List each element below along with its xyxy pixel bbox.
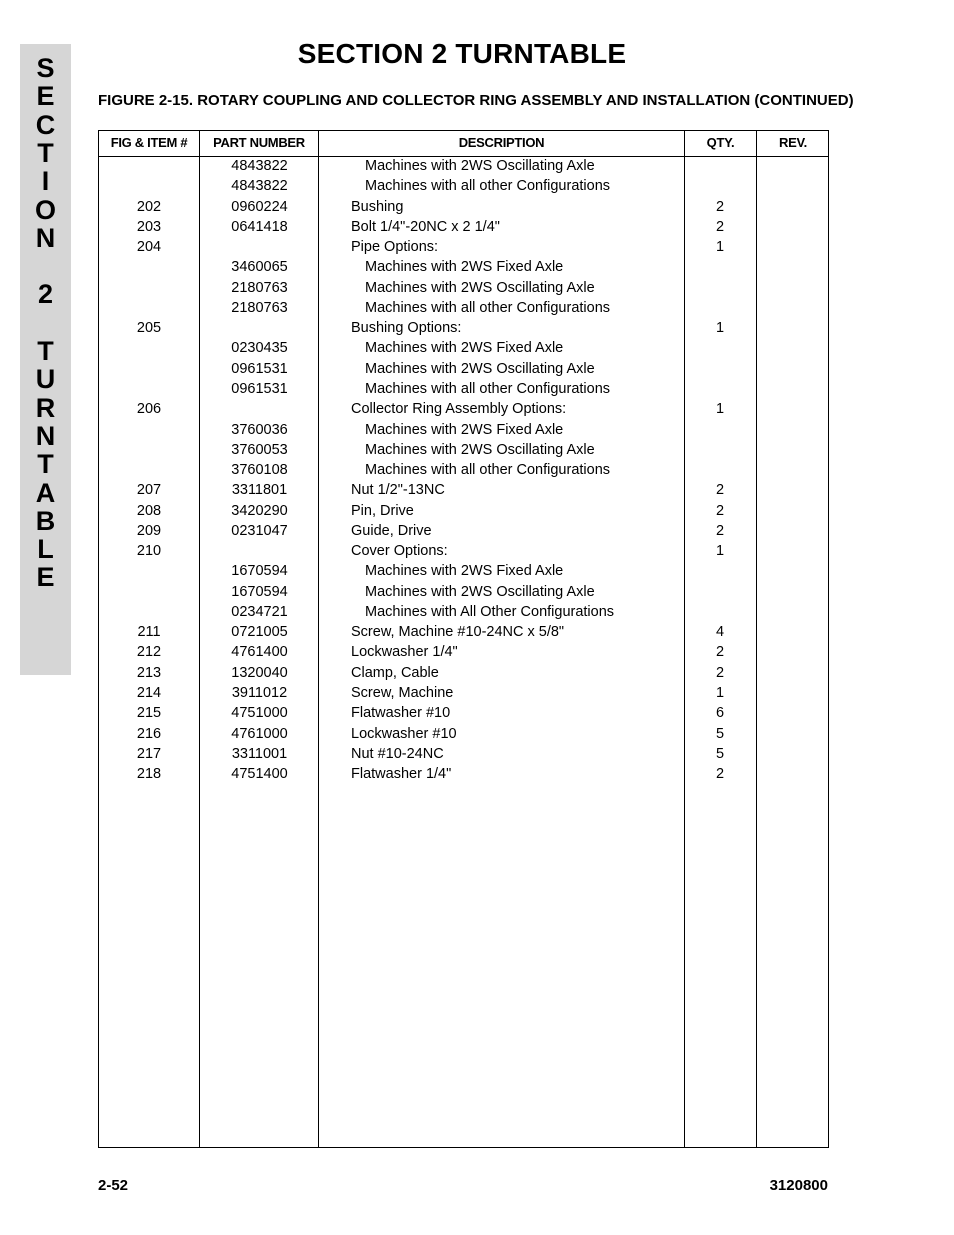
side-tab-letter: O [34,194,56,225]
description-cell: Nut #10-24NC [351,745,444,762]
table-row [99,399,828,419]
header-item: FIG & ITEM # [110,135,188,150]
item-number-cell: 209 [136,522,162,539]
parts-table [98,130,829,1148]
description-cell: Bushing Options: [351,320,462,337]
table-row [99,440,828,460]
part-number-cell: 3420290 [231,502,288,519]
description-cell: Machines with 2WS Oscillating Axle [365,360,595,377]
qty-cell: 2 [715,198,725,215]
side-tab-letter: N [35,420,56,451]
document-number: 3120800 [769,1177,828,1194]
side-tab-letter: B [35,505,56,536]
part-number-cell: 2180763 [231,299,288,316]
part-number-cell: 4843822 [231,158,288,174]
qty-cell: 5 [715,725,725,742]
qty-cell: 1 [715,401,725,418]
description-cell: Machines with 2WS Oscillating Axle [365,279,595,296]
table-row [99,480,828,500]
part-number-cell: 1670594 [231,563,288,580]
description-cell: Machines with all other Configurations [365,178,611,195]
table-row [99,359,828,379]
side-tab-letter: S [36,53,55,83]
item-number-cell: 208 [136,502,162,519]
description-cell: Lockwasher #10 [351,725,457,742]
qty-cell: 1 [715,685,725,702]
description-cell: Nut 1/2"-13NC [351,482,445,499]
table-row [99,379,828,399]
table-row [99,278,828,298]
description-cell: Clamp, Cable [351,664,439,681]
table-row [99,176,828,196]
item-number-cell: 203 [136,218,162,235]
qty-cell: 1 [715,543,725,560]
qty-cell: 2 [715,644,725,661]
table-row [99,521,828,541]
description-cell: Guide, Drive [351,522,432,539]
table-row [99,764,828,784]
side-tab-letter: L [37,534,54,565]
side-tab-letter: 2 [37,279,54,310]
table-row [99,501,828,521]
part-number-cell: 4751000 [231,705,288,722]
part-number-cell: 0231047 [231,522,288,539]
side-tab-letter: T [37,449,54,480]
table-row [99,298,828,318]
table-row [99,744,828,764]
item-number-cell: 213 [136,664,162,681]
description-cell: Screw, Machine [351,685,454,702]
header-part-number: PART NUMBER [213,135,305,150]
qty-cell: 1 [715,239,725,256]
side-tab-letter: A [35,477,56,508]
item-number-cell: 207 [136,482,162,499]
table-row [99,338,828,358]
qty-cell: 1 [715,320,725,337]
description-cell: Machines with 2WS Fixed Axle [365,340,564,357]
item-number-cell: 216 [136,725,162,742]
qty-cell: 5 [715,745,725,762]
part-number-cell: 3311801 [231,482,288,499]
part-number-cell: 3911012 [231,685,288,702]
description-cell: Machines with All Other Configurations [365,603,615,620]
qty-cell: 4 [715,624,725,641]
side-tab-letter: E [36,562,55,593]
part-number-cell: 3760053 [231,441,288,458]
description-cell: Machines with 2WS Oscillating Axle [365,583,595,600]
description-cell: Bolt 1/4"-20NC x 2 1/4" [351,218,500,235]
qty-cell: 2 [715,218,725,235]
part-number-cell: 3311001 [231,745,288,762]
qty-cell: 2 [715,502,725,519]
side-tab-letter: I [41,166,50,197]
side-tab-letter: C [35,109,56,140]
table-row [99,561,828,581]
qty-cell: 2 [715,482,725,499]
section-side-tab [20,44,71,675]
description-cell: Machines with 2WS Oscillating Axle [365,158,595,174]
table-row [99,420,828,440]
table-row [99,663,828,683]
description-cell: Machines with all other Configurations [365,462,611,479]
description-cell: Machines with 2WS Fixed Axle [365,421,564,438]
part-number-cell: 0230435 [231,340,288,357]
part-number-cell: 0721005 [231,624,288,641]
table-row [99,541,828,561]
table-row [99,642,828,662]
description-cell: Machines with all other Configurations [365,299,611,316]
item-number-cell: 204 [136,239,162,256]
item-number-cell: 212 [136,644,162,661]
part-number-cell: 4761000 [231,725,288,742]
table-row [99,197,828,217]
item-number-cell: 205 [136,320,162,337]
description-cell: Machines with 2WS Fixed Axle [365,259,564,276]
description-cell: Collector Ring Assembly Options: [351,401,567,418]
part-number-cell: 0961531 [231,360,288,377]
table-row [99,257,828,277]
table-row [99,318,828,338]
side-tab-letter: R [35,392,56,423]
side-tab-letter: U [35,364,56,395]
side-tab-letter: E [36,81,55,112]
header-description: DESCRIPTION [458,135,545,150]
part-number-cell: 1320040 [231,664,288,681]
part-number-cell: 0960224 [231,198,288,215]
side-tab-letter: T [37,336,54,366]
part-number-cell: 1670594 [231,583,288,600]
table-row [99,460,828,480]
description-cell: Flatwasher 1/4" [351,766,452,783]
item-number-cell: 218 [136,766,162,783]
item-number-cell: 202 [136,198,162,215]
part-number-cell: 0234721 [231,603,288,620]
part-number-cell: 0961531 [231,380,288,397]
part-number-cell: 3760036 [231,421,288,438]
qty-cell: 2 [715,766,725,783]
page-number: 2-52 [98,1177,129,1194]
header-qty: QTY. [706,135,735,150]
item-number-cell: 217 [136,745,162,762]
side-tab-letter: N [35,222,56,253]
description-cell: Machines with all other Configurations [365,380,611,397]
item-number-cell: 214 [136,685,162,702]
description-cell: Machines with 2WS Oscillating Axle [365,441,595,458]
part-number-cell: 2180763 [231,279,288,296]
description-cell: Lockwasher 1/4" [351,644,458,661]
description-cell: Machines with 2WS Fixed Axle [365,563,564,580]
table-row [99,237,828,257]
item-number-cell: 211 [137,624,161,641]
description-cell: Flatwasher #10 [351,705,451,722]
table-row [99,602,828,622]
part-number-cell: 4761400 [231,644,288,661]
description-cell: Screw, Machine #10-24NC x 5/8" [351,624,565,641]
item-number-cell: 215 [136,705,162,722]
description-cell: Bushing [351,198,404,215]
table-row [99,703,828,723]
header-rev: REV. [779,135,807,150]
table-row [99,724,828,744]
part-number-cell: 4751400 [231,766,288,783]
part-number-cell: 3760108 [231,462,288,479]
table-row [99,156,828,176]
table-row [99,622,828,642]
side-tab-letter: T [37,137,54,168]
item-number-cell: 210 [136,543,162,560]
part-number-cell: 3460065 [231,259,288,276]
qty-cell: 2 [715,664,725,681]
table-row [99,217,828,237]
description-cell: Pin, Drive [351,502,414,519]
description-cell: Pipe Options: [351,239,439,256]
figure-caption: FIGURE 2-15. ROTARY COUPLING AND COLLECTOR RING ASSEMBLY AND INSTALLATION (CONTINUED) [98,92,854,109]
qty-cell: 6 [715,705,725,722]
description-cell: Cover Options: [351,543,448,560]
qty-cell: 2 [715,522,725,539]
page-title: SECTION 2 TURNTABLE [297,38,627,69]
table-row [99,683,828,703]
table-row [99,582,828,602]
part-number-cell: 4843822 [231,178,288,195]
item-number-cell: 206 [136,401,162,418]
part-number-cell: 0641418 [231,218,288,235]
